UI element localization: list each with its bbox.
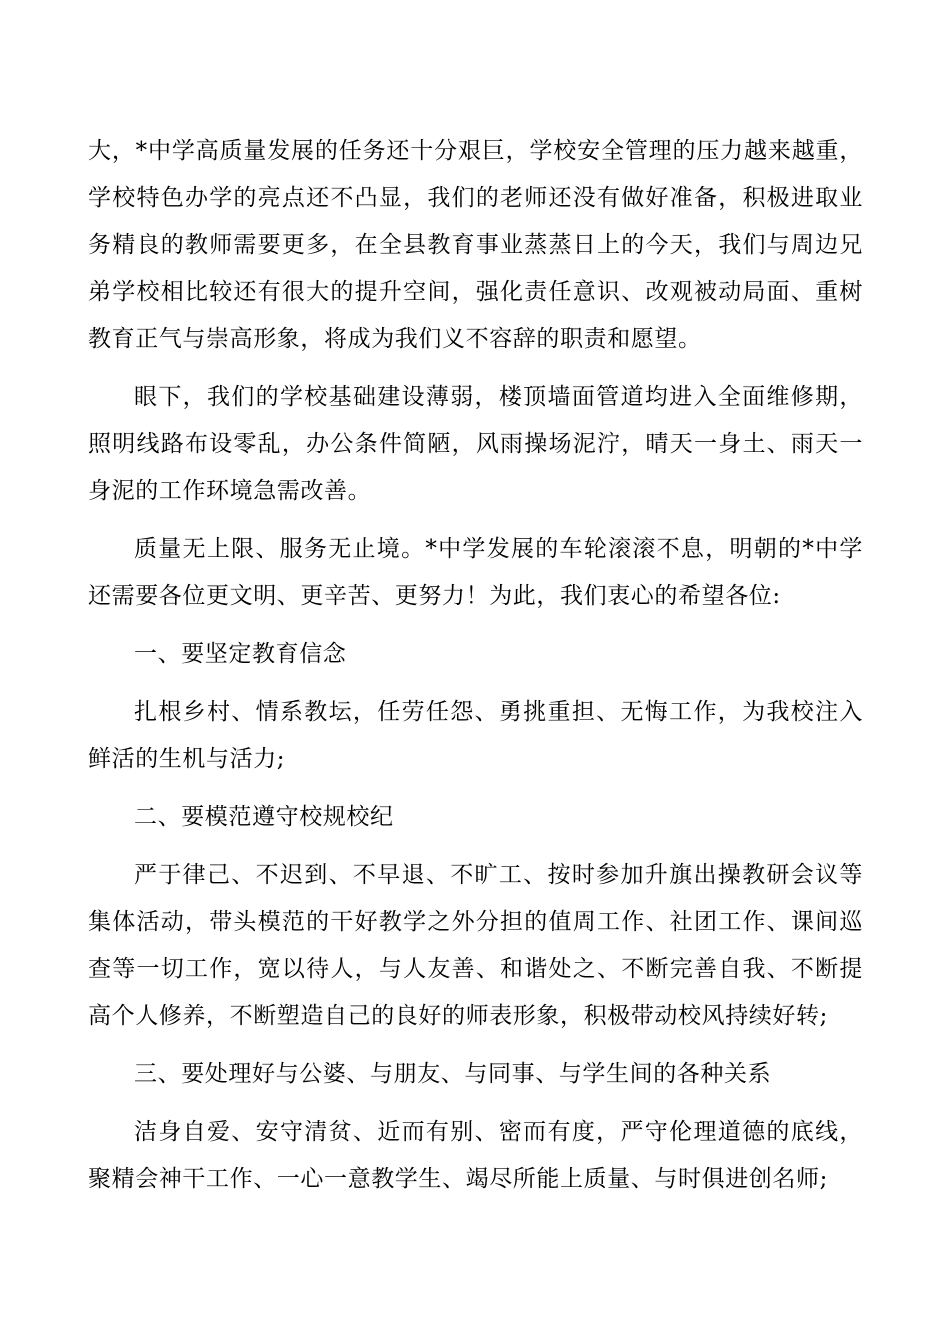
paragraph-relations: 洁身自爱、安守清贫、近而有别、密而有度，严守伦理道德的底线，聚精会神干工作、一心一意教学生、竭尽所能上质量、与时俱进创名师;: [88, 1119, 863, 1192]
heading-1: 一、要坚定教育信念: [134, 641, 347, 667]
paragraph-discipline: 严于律己、不迟到、不早退、不旷工、按时参加升旗出操教研会议等集体活动，带头模范的干好教学之外分担的值周工作、社团工作、课间巡查等一切工作，宽以待人，与人友善、和谐处之、不断完善自我、不断提高个人修养，不断塑造自己的良好的师表形象，积极带动校风持续好转;: [88, 862, 863, 1029]
paragraph-belief: 扎根乡村、情系教坛，任劳任怨、勇挑重担、无悔工作，为我校注入鲜活的生机与活力;: [88, 699, 863, 772]
document-page: [88, 128, 863, 1214]
paragraph-challenges: 大，*中学高质量发展的任务还十分艰巨，学校安全管理的压力越来越重，学校特色办学的亮点还不凸显，我们的老师还没有做好准备，积极进取业务精良的教师需要更多，在全县教育事业蒸蒸日上的今天，我们与周边兄弟学校相比较还有很大的提升空间，强化责任意识、改观被动局面、重树教育正气与崇高形象，将成为我们义不容辞的职责和愿望。: [88, 138, 863, 352]
paragraph-infrastructure: 眼下，我们的学校基础建设薄弱，楼顶墙面管道均进入全面维修期，照明线路布设零乱，办公条件简陋，风雨操场泥泞，晴天一身土、雨天一身泥的工作环境急需改善。: [88, 384, 863, 504]
heading-3: 三、要处理好与公婆、与朋友、与同事、与学生间的各种关系: [134, 1061, 772, 1087]
paragraph-hopes: 质量无上限、服务无止境。*中学发展的车轮滚滚不息，明朝的*中学还需要各位更文明、更辛苦、更努力！为此，我们衷心的希望各位:: [88, 536, 863, 609]
heading-2: 二、要模范遵守校规校纪: [134, 804, 394, 830]
